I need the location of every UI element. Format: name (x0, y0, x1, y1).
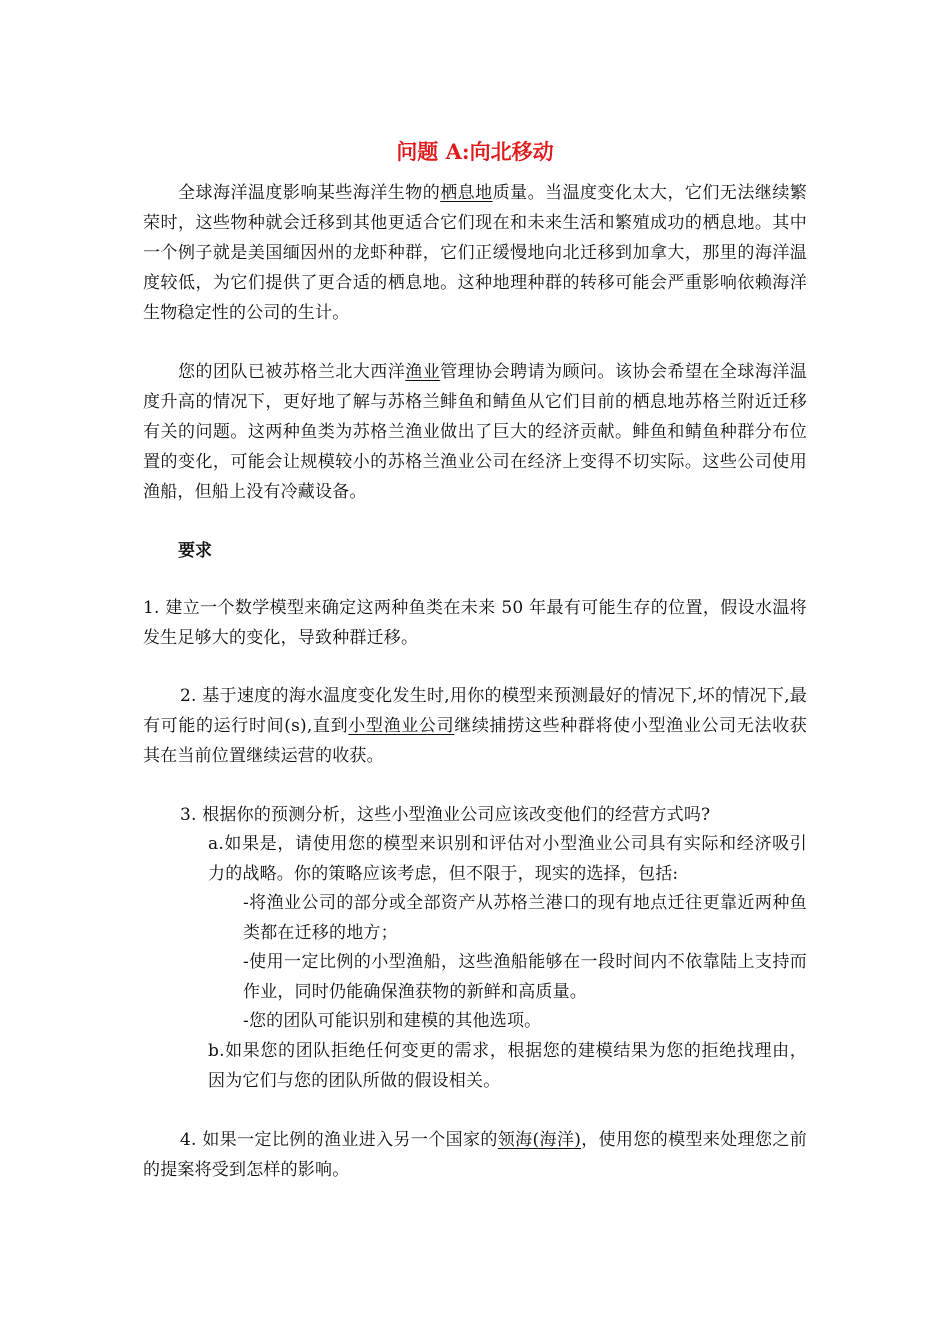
intro-paragraph-2 (143, 357, 807, 507)
text-span: 您的团队已被苏格兰北大西洋 (178, 362, 406, 382)
question-3a: a.如果是，请使用您的模型来识别和评估对小型渔业公司具有实际和经济吸引力的战略。你的策略应该考虑，但不限于，现实的选择，包括: (208, 834, 807, 884)
question-3a-option-2: -使用一定比例的小型渔船，这些渔船能够在一段时间内不依靠陆上支持而作业，同时仍能确保渔获物的新鲜和高质量。 (243, 952, 807, 1002)
small-fishery-company-link[interactable]: 小型渔业公司 (348, 716, 455, 736)
text-span: 质量。当温度变化太大，它们无法继续繁荣时，这些物种就会迁移到其他更适合它们现在和未来生活和繁殖成功的栖息地。其中一个例子就是美国缅因州的龙虾种群，它们正缓慢地向北迁移到加拿大，那里的海洋温度较低，为它们提供了更合适的栖息地。这种地理种群的转移可能会严重影响依赖海洋生物稳定性的公司的生计。 (143, 183, 808, 323)
question-1: 1. 建立一个数学模型来确定这两种鱼类在未来 50 年最有可能生存的位置，假设水温将发生足够大的变化，导致种群迁移。 (143, 598, 807, 648)
question-3a-option-1: -将渔业公司的部分或全部资产从苏格兰港口的现有地点迁往更靠近两种鱼类都在迁移的地方； (243, 893, 807, 943)
question-3b: b.如果您的团队拒绝任何变更的需求，根据您的建模结果为您的拒绝找理由，因为它们与您的团队所做的假设相关。 (208, 1041, 807, 1091)
territorial-waters-link[interactable]: 领海(海洋) (497, 1130, 582, 1150)
requirements-heading: 要求 (178, 541, 212, 561)
text-span: 管理协会聘请为顾问。该协会希望在全球海洋温度升高的情况下，更好地了解与苏格兰鲱鱼和鲭鱼从它们目前的栖息地苏格兰附近迁移有关的问题。这两种鱼类为苏格兰渔业做出了巨大的经济贡献。鲱鱼和鲭鱼种群分布位置的变化，可能会让规模较小的苏格兰渔业公司在经济上变得不切实际。这些公司使用渔船，但船上没有冷藏设备。 (143, 362, 807, 502)
question-3: 3. 根据你的预测分析，这些小型渔业公司应该改变他们的经营方式吗? (180, 805, 711, 825)
text-span: 4. 如果一定比例的渔业进入另一个国家的 (180, 1130, 498, 1150)
text-span: 继续捕捞这些种群将使小型渔业公司无法收获其在当前位置继续运营的收获。 (143, 716, 807, 766)
text-span: 全球海洋温度影响某些海洋生物的 (178, 183, 441, 203)
habitat-link[interactable]: 栖息地 (440, 183, 493, 203)
page-title: 问题 A:向北移动 (396, 139, 554, 164)
question-3a-option-3: -您的团队可能识别和建模的其他选项。 (243, 1011, 542, 1031)
intro-paragraph-1 (143, 178, 807, 328)
question-2 (143, 681, 807, 771)
question-4 (143, 1125, 807, 1185)
text-span: 2. 基于速度的海水温度变化发生时,用你的模型来预测最好的情况下,坏的情况下,最有可能的运行时间(s),直到 (143, 686, 807, 736)
text-span: ，使用您的模型来处理您之前的提案将受到怎样的影响。 (143, 1130, 807, 1180)
fishery-link[interactable]: 渔业 (405, 362, 441, 382)
